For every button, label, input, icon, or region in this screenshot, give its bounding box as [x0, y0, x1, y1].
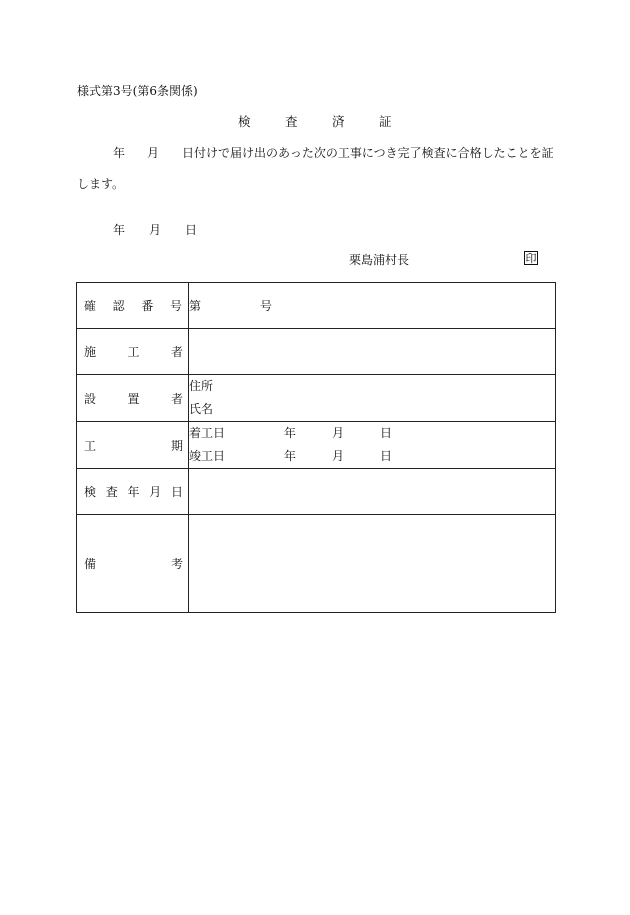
- contractor-value[interactable]: [189, 329, 556, 375]
- title-char-1: 検: [238, 114, 251, 129]
- construction-period-label: 工 期: [84, 438, 183, 453]
- confirm-number-label: 確 認 番 号: [84, 299, 182, 313]
- installer-name-label: 氏名: [189, 402, 214, 416]
- seal-mark: 印: [525, 251, 537, 265]
- body-text-line-2: します。: [77, 177, 125, 191]
- date-day: 日: [185, 223, 198, 237]
- title-char-4: 証: [379, 114, 392, 129]
- date-year: 年: [113, 223, 126, 237]
- installer-label: 設 置 者: [84, 391, 183, 406]
- table-row: [77, 329, 556, 375]
- inspection-table: [76, 282, 556, 613]
- table-row: [77, 375, 556, 422]
- installer-value[interactable]: [189, 375, 556, 422]
- remarks-label: 備 考: [84, 557, 183, 571]
- title-char-2: 査: [285, 114, 298, 129]
- start-date-line: 着工日 年 月 日: [189, 426, 393, 440]
- form-number-label: 様式第3号(第6条関係): [77, 84, 198, 98]
- body-month: 月: [147, 146, 160, 160]
- issue-date: [113, 224, 197, 236]
- table-row: [77, 422, 556, 469]
- body-text-line-1: [77, 147, 554, 159]
- table-row: [77, 515, 556, 613]
- issuer-name: 栗島浦村長: [349, 253, 410, 267]
- title-char-3: 済: [332, 114, 345, 129]
- confirm-number-value[interactable]: 第 号: [189, 283, 556, 329]
- table-row: [77, 469, 556, 515]
- end-date-line: 竣工日 年 月 日: [189, 449, 393, 463]
- construction-period-value[interactable]: [189, 422, 556, 469]
- installer-address-label: 住所: [189, 379, 214, 393]
- table-row: [77, 283, 556, 329]
- date-month: 月: [149, 223, 162, 237]
- remarks-value[interactable]: [189, 515, 556, 613]
- contractor-label: 施 工 者: [84, 345, 183, 359]
- body-year: 年: [113, 146, 126, 160]
- body-text-rest: 日付けで届け出のあった次の工事につき完了検査に合格したことを証: [182, 146, 554, 160]
- inspection-date-value[interactable]: [189, 469, 556, 515]
- inspection-date-label: 検 査 年 月 日: [84, 485, 183, 499]
